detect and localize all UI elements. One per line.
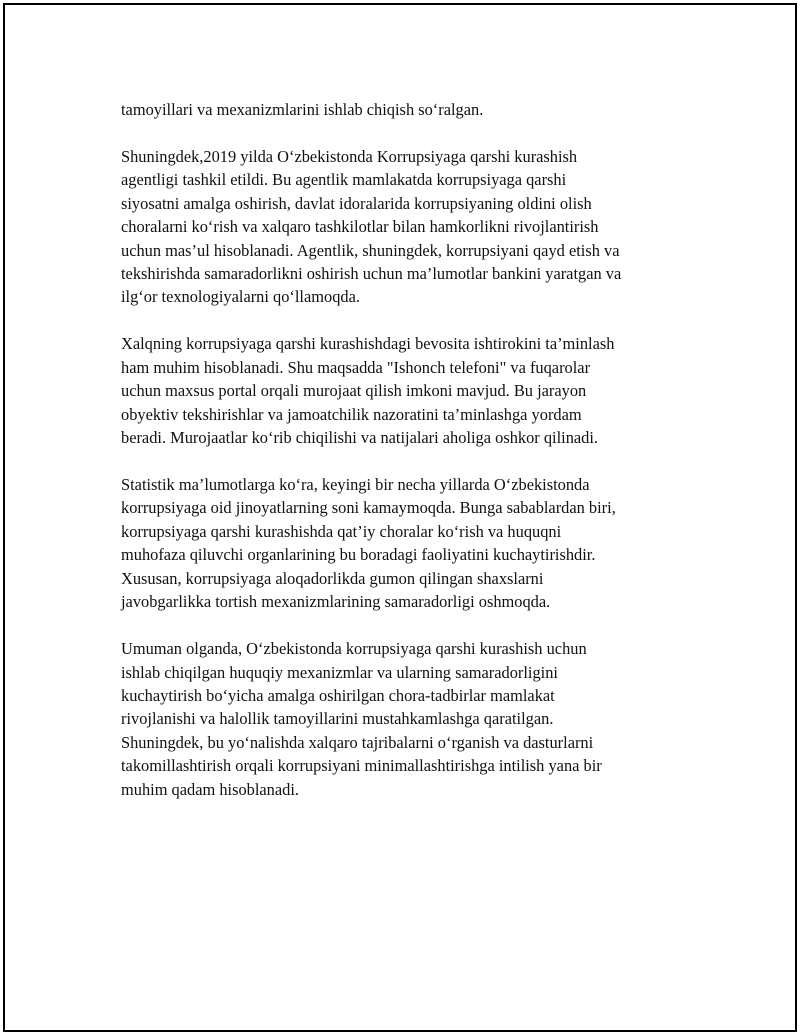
text-line: Xususan, korrupsiyaga aloqadorlikda gumon qilingan shaxslarni xyxy=(121,568,544,588)
text-line: korrupsiyaga oid jinoyatlarning soni kamaymoqda. Bunga sabablardan biri, xyxy=(121,498,616,518)
paragraph-1 xyxy=(121,98,701,121)
paragraph-4 xyxy=(121,473,701,613)
text-line: muhim qadam hisoblanadi. xyxy=(121,779,299,799)
text-line: Umuman olganda, O‘zbekistonda korrupsiyaga qarshi kurashish uchun xyxy=(121,639,587,659)
text-line: choralarni ko‘rish va xalqaro tashkilotlar bilan hamkorlikni rivojlantirish xyxy=(121,217,599,237)
text-line: korrupsiyaga qarshi kurashishda qat’iy choralar ko‘rish va huquqni xyxy=(121,521,562,541)
text-line: javobgarlikka tortish mexanizmlarining samaradorligi oshmoqda. xyxy=(121,592,551,612)
text-line: muhofaza qiluvchi organlarining bu boradagi faoliyatini kuchaytirishdir. xyxy=(121,545,596,565)
text-line: beradi. Murojaatlar ko‘rib chiqilishi va natijalari aholiga oshkor qilinadi. xyxy=(121,428,599,448)
text-line: siyosatni amalga oshirish, davlat idoralarida korrupsiyaning oldini olish xyxy=(121,193,592,213)
text-line: kuchaytirish bo‘yicha amalga oshirilgan chora-tadbirlar mamlakat xyxy=(121,685,555,705)
page-frame xyxy=(3,3,797,1032)
paragraph-2 xyxy=(121,145,701,309)
text-line: ishlab chiqilgan huquqiy mexanizmlar va ularning samaradorligini xyxy=(121,662,558,682)
text-line: tamoyillari va mexanizmlarini ishlab chiqish so‘ralgan. xyxy=(121,100,484,119)
text-line: Xalqning korrupsiyaga qarshi kurashishdagi bevosita ishtirokini ta’minlash xyxy=(121,334,615,354)
document-body xyxy=(121,98,701,825)
text-line: ilg‘or texnologiyalarni qo‘llamoqda. xyxy=(121,287,360,307)
text-line: takomillashtirish orqali korrupsiyani minimallashtirishga intilish yana bir xyxy=(121,756,602,776)
text-line: uchun maxsus portal orqali murojaat qilish imkoni mavjud. Bu jarayon xyxy=(121,381,587,401)
text-line: Shuningdek, bu yo‘nalishda xalqaro tajribalarni o‘rganish va dasturlarni xyxy=(121,732,594,752)
text-line: ham muhim hisoblanadi. Shu maqsadda "Ishonch telefoni" va fuqarolar xyxy=(121,357,591,377)
text-line: tekshirishda samaradorlikni oshirish uchun ma’lumotlar bankini yaratgan va xyxy=(121,264,622,284)
text-line: obyektiv tekshirishlar va jamoatchilik nazoratini ta’minlashga yordam xyxy=(121,404,582,424)
text-line: agentligi tashkil etildi. Bu agentlik mamlakatda korrupsiyaga qarshi xyxy=(121,170,567,190)
text-line: Statistik ma’lumotlarga ko‘ra, keyingi bir necha yillarda O‘zbekistonda xyxy=(121,475,590,495)
text-line: uchun mas’ul hisoblanadi. Agentlik, shuningdek, korrupsiyani qayd etish va xyxy=(121,240,620,260)
text-line: rivojlanishi va halollik tamoyillarini mustahkamlashga qaratilgan. xyxy=(121,709,554,729)
paragraph-3 xyxy=(121,332,701,449)
text-line: Shuningdek,2019 yilda O‘zbekistonda Korrupsiyaga qarshi kurashish xyxy=(121,147,578,166)
paragraph-5 xyxy=(121,637,701,801)
